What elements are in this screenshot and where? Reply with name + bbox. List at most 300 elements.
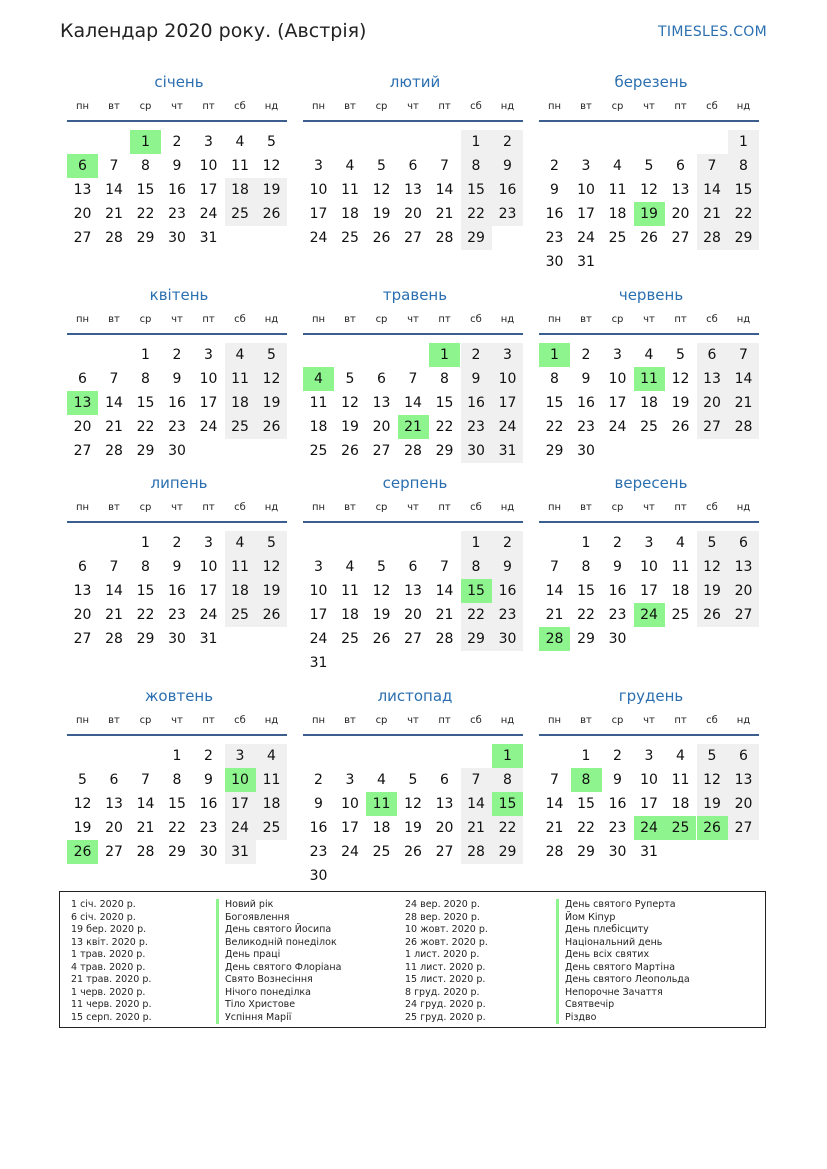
day-cell: 23 (168, 607, 186, 623)
day-cell: 27 (435, 844, 454, 860)
day-cell: 22 (461, 603, 492, 627)
weekday-label: пн (547, 101, 562, 112)
day-cell: 11 (256, 768, 287, 792)
day-cell: 25 (608, 230, 627, 246)
day-cell: 12 (262, 158, 281, 174)
day-cell: 10 (225, 768, 256, 792)
day-cell: 12 (372, 583, 391, 599)
legend-dates-left (71, 899, 152, 1024)
day-cell: 12 (404, 796, 422, 812)
day-cell: 20 (105, 820, 123, 836)
day-cell: 13 (697, 367, 728, 391)
day-cell: 9 (314, 796, 323, 812)
legend-date: 1 трав. 2020 р. (71, 949, 146, 960)
day-cell: 31 (199, 230, 218, 246)
weekday-label: пн (311, 715, 326, 726)
day-cell: 27 (73, 631, 92, 647)
day-cell: 22 (577, 607, 595, 623)
day-cell: 15 (461, 178, 492, 202)
day-cell: 15 (435, 395, 454, 411)
weekday-label: ср (611, 502, 624, 513)
day-cell: 31 (199, 631, 218, 647)
day-cell: 22 (492, 816, 523, 840)
day-cell: 30 (168, 631, 186, 647)
day-cell: 1 (429, 343, 460, 367)
day-cell: 28 (105, 230, 123, 246)
day-cell: 7 (440, 158, 449, 174)
day-cell: 5 (256, 343, 287, 367)
day-cell: 4 (256, 744, 287, 768)
weekday-label: ср (611, 314, 624, 325)
day-cell: 25 (640, 419, 658, 435)
day-cell: 9 (461, 367, 492, 391)
weekday-label: пт (438, 715, 451, 726)
day-cell: 14 (136, 796, 155, 812)
day-cell: 8 (461, 154, 492, 178)
day-cell: 29 (435, 443, 454, 459)
day-cell: 4 (225, 343, 256, 367)
month-name: квітень (149, 286, 209, 304)
day-cell: 25 (665, 816, 696, 840)
day-cell: 14 (461, 792, 492, 816)
day-cell: 29 (492, 840, 523, 864)
legend-date: 28 вер. 2020 р. (405, 911, 480, 923)
day-cell: 18 (309, 419, 328, 435)
day-cell: 10 (608, 371, 627, 387)
day-cell: 23 (168, 419, 186, 435)
day-cell: 10 (341, 796, 359, 812)
day-cell: 12 (697, 555, 728, 579)
weekday-label: чт (407, 101, 419, 112)
weekday-label: нд (500, 502, 515, 513)
day-cell: 24 (341, 844, 359, 860)
day-cell: 28 (728, 415, 759, 439)
day-cell: 10 (199, 559, 218, 575)
day-cell: 7 (728, 343, 759, 367)
day-cell: 14 (435, 182, 454, 198)
weekday-label: пн (311, 502, 326, 513)
legend-date: 4 трав. 2020 р. (71, 961, 146, 973)
day-cell: 24 (492, 415, 523, 439)
day-cell: 29 (577, 844, 595, 860)
day-cell: 29 (136, 443, 155, 459)
weekday-label: пт (674, 101, 687, 112)
day-cell: 20 (404, 607, 422, 623)
day-cell: 28 (435, 631, 454, 647)
day-cell: 3 (204, 535, 213, 551)
month-divider (303, 120, 523, 122)
day-cell: 9 (492, 555, 523, 579)
day-cell: 15 (492, 792, 523, 816)
day-cell: 25 (309, 443, 328, 459)
day-cell: 3 (644, 535, 654, 551)
weekday-label: чт (643, 314, 655, 325)
day-cell: 7 (550, 559, 559, 575)
day-cell: 9 (204, 772, 213, 788)
legend-holiday-name: Різдво (556, 1012, 690, 1025)
day-cell: 22 (168, 820, 186, 836)
day-cell: 30 (577, 443, 595, 459)
month-divider (539, 521, 759, 523)
day-cell: 27 (671, 230, 690, 246)
day-cell: 10 (199, 371, 218, 387)
day-cell: 17 (341, 820, 359, 836)
day-cell: 3 (314, 158, 323, 174)
day-cell: 25 (341, 230, 359, 246)
day-cell: 9 (613, 772, 622, 788)
day-cell: 7 (141, 772, 150, 788)
day-cell: 29 (136, 230, 155, 246)
day-cell: 13 (728, 768, 759, 792)
day-cell: 5 (408, 772, 418, 788)
day-cell: 22 (728, 202, 759, 226)
weekday-label: нд (736, 502, 751, 513)
day-cell: 20 (697, 391, 728, 415)
day-cell: 13 (73, 182, 92, 198)
holiday-legend (59, 891, 766, 1028)
weekday-label: ср (375, 314, 388, 325)
legend-date: 21 трав. 2020 р. (71, 974, 152, 985)
weekday-label: пн (547, 502, 562, 513)
day-cell: 6 (408, 559, 418, 575)
day-cell: 9 (492, 154, 523, 178)
day-cell: 18 (225, 178, 256, 202)
day-cell: 19 (372, 206, 391, 222)
day-cell: 16 (168, 182, 186, 198)
day-cell: 21 (105, 607, 123, 623)
day-cell: 2 (492, 531, 523, 555)
day-cell: 27 (404, 631, 422, 647)
day-cell: 25 (225, 603, 256, 627)
legend-date: 15 серп. 2020 р. (71, 1011, 152, 1023)
day-cell: 1 (539, 343, 570, 367)
day-cell: 17 (309, 607, 328, 623)
day-cell: 22 (435, 419, 454, 435)
day-cell: 8 (141, 559, 150, 575)
day-cell: 12 (671, 371, 690, 387)
weekday-label: нд (736, 314, 751, 325)
day-cell: 16 (577, 395, 595, 411)
weekday-label: нд (264, 101, 279, 112)
legend-holiday-name: День святого Флоріана (216, 962, 341, 975)
day-cell: 11 (366, 792, 397, 816)
day-cell: 6 (67, 154, 98, 178)
legend-date: 6 січ. 2020 р. (71, 911, 136, 923)
day-cell: 6 (109, 772, 119, 788)
legend-holiday-name: Богоявлення (216, 912, 341, 925)
legend-date: 1 лист. 2020 р. (405, 949, 480, 960)
day-cell: 19 (73, 820, 92, 836)
legend-holiday-name: День святого Мартіна (556, 962, 690, 975)
legend-holiday-name: Національний день (556, 937, 690, 950)
day-cell: 31 (640, 844, 658, 860)
day-cell: 19 (697, 792, 728, 816)
day-cell: 16 (545, 206, 564, 222)
day-cell: 10 (309, 583, 328, 599)
legend-date: 15 лист. 2020 р. (405, 974, 486, 985)
day-cell: 23 (545, 230, 564, 246)
weekday-label: пн (311, 101, 326, 112)
month-divider (539, 734, 759, 736)
day-cell: 24 (608, 419, 627, 435)
day-cell: 27 (728, 816, 759, 840)
day-cell: 26 (671, 419, 690, 435)
day-cell: 7 (697, 154, 728, 178)
day-cell: 4 (644, 347, 654, 363)
day-cell: 16 (461, 391, 492, 415)
day-cell: 11 (634, 367, 665, 391)
day-cell: 14 (404, 395, 422, 411)
page-title: Календар 2020 року. (Австрія) (60, 20, 367, 42)
day-cell: 8 (571, 768, 602, 792)
month-name: серпень (382, 474, 448, 492)
month-name: жовтень (144, 687, 214, 705)
day-cell: 1 (141, 535, 150, 551)
day-cell: 24 (309, 631, 328, 647)
weekday-label: вт (108, 101, 120, 112)
weekday-label: нд (736, 715, 751, 726)
day-cell: 11 (341, 583, 359, 599)
weekday-label: чт (171, 314, 183, 325)
weekday-label: ср (611, 715, 624, 726)
day-cell: 6 (78, 371, 87, 387)
weekday-label: ср (375, 715, 388, 726)
day-cell: 15 (577, 583, 595, 599)
day-cell: 13 (105, 796, 123, 812)
day-cell: 19 (341, 419, 359, 435)
day-cell: 10 (492, 367, 523, 391)
weekday-label: ср (375, 101, 388, 112)
day-cell: 5 (377, 158, 386, 174)
day-cell: 21 (105, 206, 123, 222)
day-cell: 8 (581, 559, 591, 575)
day-cell: 6 (728, 744, 759, 768)
day-cell: 11 (231, 158, 249, 174)
weekday-label: пн (75, 715, 90, 726)
day-cell: 19 (404, 820, 422, 836)
day-cell: 14 (545, 796, 564, 812)
day-cell: 4 (225, 531, 256, 555)
weekday-label: вт (580, 715, 592, 726)
day-cell: 17 (492, 391, 523, 415)
day-cell: 12 (341, 395, 359, 411)
legend-holiday-name: День святого Леопольда (556, 974, 690, 987)
month-divider (303, 734, 523, 736)
day-cell: 24 (577, 230, 595, 246)
legend-holiday-name: Йом Кіпур (556, 912, 690, 925)
legend-date: 10 жовт. 2020 р. (405, 924, 488, 935)
legend-dates-right (405, 899, 488, 1024)
day-cell: 19 (671, 395, 690, 411)
day-cell: 19 (634, 202, 665, 226)
day-cell: 17 (225, 792, 256, 816)
day-cell: 23 (492, 202, 523, 226)
legend-holiday-name: Свято Вознесіння (216, 974, 341, 987)
day-cell: 2 (581, 347, 591, 363)
day-cell: 10 (199, 158, 218, 174)
day-cell: 23 (461, 415, 492, 439)
day-cell: 24 (634, 816, 665, 840)
month-name: липень (150, 474, 208, 492)
day-cell: 5 (345, 371, 355, 387)
day-cell: 21 (136, 820, 155, 836)
day-cell: 17 (640, 796, 658, 812)
day-cell: 9 (172, 559, 182, 575)
day-cell: 23 (492, 603, 523, 627)
weekday-label: вт (580, 314, 592, 325)
day-cell: 2 (613, 748, 622, 764)
weekday-label: чт (407, 502, 419, 513)
weekday-label: пн (547, 314, 562, 325)
weekday-label: чт (643, 101, 655, 112)
day-cell: 14 (435, 583, 454, 599)
weekday-label: вт (344, 715, 356, 726)
day-cell: 1 (728, 130, 759, 154)
day-cell: 25 (256, 816, 287, 840)
day-cell: 30 (461, 439, 492, 463)
day-cell: 1 (172, 748, 182, 764)
weekday-label: ср (611, 101, 624, 112)
legend-date: 8 груд. 2020 р. (405, 986, 480, 998)
weekday-label: чт (407, 715, 419, 726)
day-cell: 26 (640, 230, 658, 246)
day-cell: 15 (728, 178, 759, 202)
day-cell: 2 (204, 748, 213, 764)
day-cell: 1 (581, 748, 591, 764)
day-cell: 18 (372, 820, 391, 836)
day-cell: 30 (199, 844, 218, 860)
day-cell: 16 (168, 395, 186, 411)
day-cell: 25 (225, 202, 256, 226)
day-cell: 14 (105, 182, 123, 198)
day-cell: 26 (341, 443, 359, 459)
day-cell: 9 (172, 371, 182, 387)
day-cell: 26 (67, 840, 98, 864)
day-cell: 5 (697, 744, 728, 768)
day-cell: 4 (235, 134, 245, 150)
day-cell: 20 (73, 607, 92, 623)
day-cell: 27 (728, 603, 759, 627)
day-cell: 12 (372, 182, 391, 198)
weekday-label: сб (234, 314, 246, 325)
day-cell: 6 (377, 371, 386, 387)
weekday-label: нд (264, 715, 279, 726)
weekday-label: пт (202, 502, 215, 513)
weekday-label: пт (438, 314, 451, 325)
legend-date: 1 черв. 2020 р. (71, 986, 146, 998)
day-cell: 24 (225, 816, 256, 840)
day-cell: 28 (539, 627, 570, 651)
day-cell: 11 (671, 772, 690, 788)
legend-names-right (556, 899, 690, 1024)
day-cell: 13 (73, 583, 92, 599)
weekday-label: вт (108, 502, 120, 513)
day-cell: 27 (372, 443, 391, 459)
weekday-label: пн (311, 314, 326, 325)
weekday-label: сб (470, 101, 482, 112)
day-cell: 14 (697, 178, 728, 202)
day-cell: 21 (545, 820, 564, 836)
legend-holiday-name: Новий рік (216, 899, 341, 912)
day-cell: 26 (697, 816, 728, 840)
day-cell: 19 (256, 178, 287, 202)
day-cell: 23 (168, 206, 186, 222)
weekday-label: нд (264, 502, 279, 513)
brand-link[interactable]: TIMESLES.COM (658, 24, 767, 40)
legend-names-left (216, 899, 341, 1024)
day-cell: 29 (461, 627, 492, 651)
day-cell: 29 (461, 226, 492, 250)
day-cell: 23 (608, 820, 627, 836)
month-divider (67, 734, 287, 736)
day-cell: 15 (136, 583, 155, 599)
month-divider (539, 333, 759, 335)
day-cell: 29 (545, 443, 564, 459)
day-cell: 5 (78, 772, 87, 788)
weekday-label: нд (264, 314, 279, 325)
day-cell: 12 (256, 555, 287, 579)
day-cell: 4 (345, 559, 355, 575)
day-cell: 10 (640, 559, 658, 575)
day-cell: 22 (136, 206, 155, 222)
weekday-label: сб (706, 314, 718, 325)
day-cell: 23 (608, 607, 627, 623)
day-cell: 10 (309, 182, 328, 198)
month-divider (67, 120, 287, 122)
day-cell: 22 (461, 202, 492, 226)
weekday-label: пн (75, 502, 90, 513)
day-cell: 30 (545, 254, 564, 270)
day-cell: 27 (73, 230, 92, 246)
weekday-label: сб (706, 502, 718, 513)
day-cell: 10 (577, 182, 595, 198)
day-cell: 30 (608, 631, 627, 647)
weekday-label: вт (580, 502, 592, 513)
day-cell: 30 (168, 230, 186, 246)
day-cell: 26 (256, 202, 287, 226)
legend-date: 26 жовт. 2020 р. (405, 936, 488, 948)
day-cell: 6 (78, 559, 87, 575)
legend-date: 11 лист. 2020 р. (405, 961, 486, 973)
day-cell: 3 (581, 158, 591, 174)
legend-date: 24 груд. 2020 р. (405, 999, 486, 1010)
day-cell: 17 (608, 395, 627, 411)
weekday-label: вт (344, 314, 356, 325)
weekday-label: ср (139, 715, 152, 726)
day-cell: 18 (256, 792, 287, 816)
weekday-label: сб (706, 715, 718, 726)
day-cell: 31 (309, 655, 328, 671)
day-cell: 19 (697, 579, 728, 603)
day-cell: 21 (545, 607, 564, 623)
day-cell: 13 (404, 182, 422, 198)
weekday-label: чт (171, 502, 183, 513)
day-cell: 28 (105, 443, 123, 459)
day-cell: 17 (577, 206, 595, 222)
weekday-label: чт (407, 314, 419, 325)
day-cell: 18 (341, 607, 359, 623)
day-cell: 19 (372, 607, 391, 623)
day-cell: 4 (613, 158, 622, 174)
legend-holiday-name: День праці (216, 949, 341, 962)
day-cell: 18 (341, 206, 359, 222)
weekday-label: пт (674, 715, 687, 726)
day-cell: 2 (172, 535, 182, 551)
day-cell: 11 (225, 555, 256, 579)
day-cell: 30 (168, 443, 186, 459)
day-cell: 15 (136, 182, 155, 198)
day-cell: 20 (73, 419, 92, 435)
